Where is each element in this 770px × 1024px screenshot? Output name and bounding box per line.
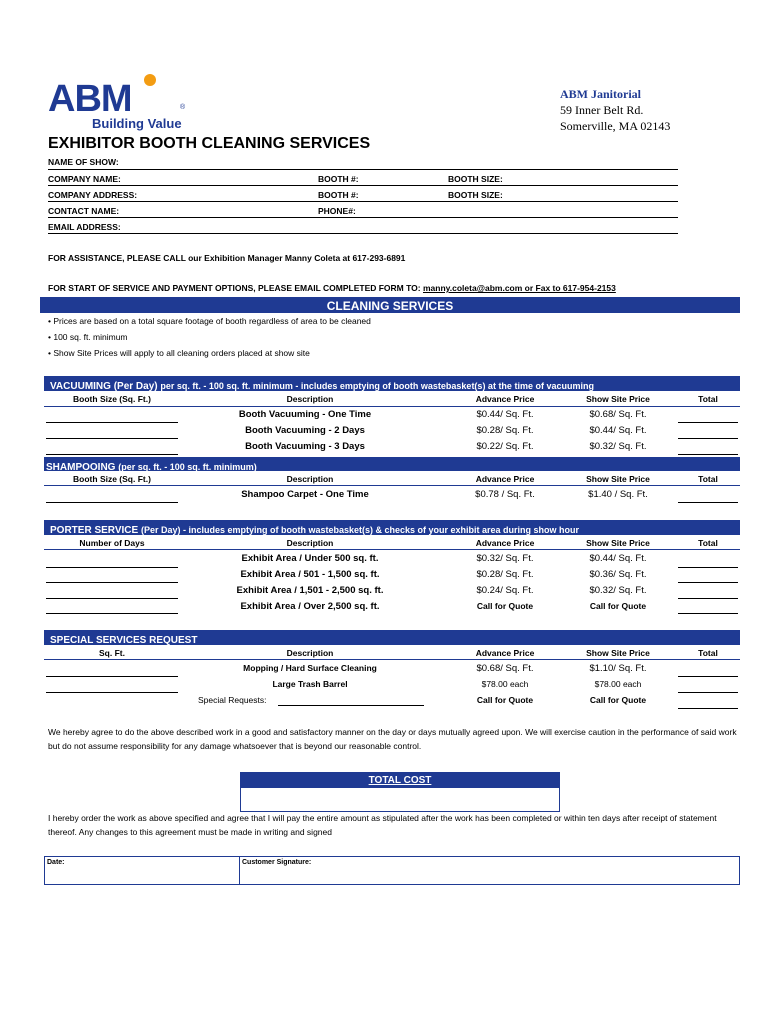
col-description: Description [286, 648, 334, 658]
assistance-text: FOR ASSISTANCE, PLEASE CALL our Exhibition Manager Manny Coleta at 617-293-6891 [48, 253, 406, 263]
total-input-line[interactable] [678, 708, 738, 709]
special-services-title: SPECIAL SERVICES REQUEST [50, 635, 198, 646]
col-description: Description [286, 474, 334, 484]
company-address-label: COMPANY ADDRESS: [48, 190, 138, 200]
special-services-header [44, 630, 740, 645]
col-sq-ft: Sq. Ft. [99, 648, 125, 658]
sqft-input-line[interactable] [46, 676, 178, 677]
shampooing-desc: Shampoo Carpet - One Time [241, 489, 369, 500]
total-input-line[interactable] [678, 692, 738, 693]
cleaning-services-header [40, 297, 740, 313]
divider [44, 659, 740, 660]
bullet-2: • 100 sq. ft. minimum [48, 332, 128, 342]
special-advance-price: $0.68/ Sq. Ft. [476, 663, 534, 674]
special-site-price: $78.00 each [594, 679, 642, 689]
vacuuming-desc: Booth Vacuuming - 3 Days [245, 441, 365, 452]
order-text: I hereby order the work as above specified and agree that I will pay the entire amount as stipulated after the work has been completed or within ten days after receipt of statement thereof. Any changes to this agreement must be made in writing and signed [48, 813, 717, 837]
sqft-input-line[interactable] [46, 692, 178, 693]
vacuuming-site-price: $0.68/ Sq. Ft. [589, 409, 647, 420]
porter-desc: Exhibit Area / Over 2,500 sq. ft. [240, 601, 380, 612]
vacuuming-advance-price: $0.22/ Sq. Ft. [476, 441, 534, 452]
booth-number-label: BOOTH #: [318, 174, 359, 184]
contact-name-label: CONTACT NAME: [48, 206, 120, 216]
logo-dot-icon [144, 74, 156, 86]
days-input-line[interactable] [46, 613, 178, 614]
address-line-1: 59 Inner Belt Rd. [560, 103, 644, 117]
page-title: EXHIBITOR BOOTH CLEANING SERVICES [48, 135, 371, 152]
divider [48, 185, 678, 186]
divider [48, 217, 678, 218]
col-show-site-price: Show Site Price [586, 474, 650, 484]
porter-site-price: $0.32/ Sq. Ft. [589, 585, 647, 596]
days-input-line[interactable] [46, 582, 178, 583]
total-input-line[interactable] [678, 676, 738, 677]
porter-advance-price: $0.28/ Sq. Ft. [476, 569, 534, 580]
porter-site-price: $0.36/ Sq. Ft. [589, 569, 647, 580]
col-total: Total [698, 394, 718, 404]
logo-wordmark: ABM [48, 78, 132, 120]
logo-tagline: Building Value [92, 116, 182, 131]
vacuuming-site-price: $0.32/ Sq. Ft. [589, 441, 647, 452]
bullet-3: • Show Site Prices will apply to all cleaning orders placed at show site [48, 348, 310, 358]
col-number-of-days: Number of Days [79, 538, 145, 548]
abm-logo [48, 72, 188, 132]
porter-title: PORTER SERVICE [50, 525, 141, 536]
shampooing-site-price: $1.40 / Sq. Ft. [588, 489, 648, 500]
vacuuming-desc: Booth Vacuuming - 2 Days [245, 425, 365, 436]
shampooing-advance-price: $0.78 / Sq. Ft. [475, 489, 535, 500]
col-show-site-price: Show Site Price [586, 648, 650, 658]
start-service-text [48, 283, 616, 293]
company-name: ABM Janitorial [560, 87, 641, 101]
phone-label: PHONE#: [318, 206, 356, 216]
vacuuming-header [44, 376, 740, 391]
shampooing-header [44, 457, 740, 471]
special-site-price: $1.10/ Sq. Ft. [589, 663, 647, 674]
divider [44, 406, 740, 407]
special-desc: Large Trash Barrel [272, 679, 348, 689]
total-input-line[interactable] [678, 502, 738, 503]
porter-desc: Exhibit Area / 1,501 - 2,500 sq. ft. [236, 585, 384, 596]
cleaning-services-title: CLEANING SERVICES [326, 299, 454, 313]
col-total: Total [698, 474, 718, 484]
porter-site-price: Call for Quote [589, 601, 647, 611]
name-of-show-label: NAME OF SHOW: [48, 157, 119, 167]
special-requests-input-line[interactable] [278, 705, 424, 706]
total-input-line[interactable] [678, 454, 738, 455]
registered-icon: ® [180, 104, 186, 111]
signature-label: Customer Signature: [242, 859, 312, 866]
company-address-block [560, 86, 670, 134]
start-service-label: FOR START OF SERVICE AND PAYMENT OPTIONS, PLEASE EMAIL COMPLETED FORM TO: [48, 283, 421, 293]
vacuuming-title: VACUUMING (Per Day) [50, 381, 161, 392]
porter-advance-price: $0.32/ Sq. Ft. [476, 553, 534, 564]
col-total: Total [698, 538, 718, 548]
porter-site-price: $0.44/ Sq. Ft. [589, 553, 647, 564]
start-service-contact: manny.coleta@abm.com or Fax to 617-954-2153 [423, 283, 616, 293]
booth-size-label: BOOTH SIZE: [448, 174, 503, 184]
days-input-line[interactable] [46, 598, 178, 599]
total-input-line[interactable] [678, 438, 738, 439]
booth-size-input-line[interactable] [46, 454, 178, 455]
booth-size-input-line[interactable] [46, 502, 178, 503]
col-show-site-price: Show Site Price [586, 538, 650, 548]
special-advance-price: $78.00 each [481, 679, 529, 689]
total-input-line[interactable] [678, 567, 738, 568]
col-show-site-price: Show Site Price [586, 394, 650, 404]
booth-number-label-2: BOOTH #: [318, 190, 359, 200]
col-total: Total [698, 648, 718, 658]
signature-field[interactable] [240, 857, 739, 884]
porter-header [44, 520, 740, 535]
col-advance-price: Advance Price [475, 538, 535, 548]
bullet-1: • Prices are based on a total square footage of booth regardless of area to be cleaned [48, 316, 371, 326]
booth-size-input-line[interactable] [46, 422, 178, 423]
email-address-label: EMAIL ADDRESS: [48, 222, 121, 232]
days-input-line[interactable] [46, 567, 178, 568]
divider [48, 169, 678, 170]
col-advance-price: Advance Price [475, 474, 535, 484]
total-cost-box[interactable] [240, 772, 560, 812]
signature-box [44, 856, 740, 885]
divider [48, 201, 678, 202]
porter-desc: Exhibit Area / 501 - 1,500 sq. ft. [240, 569, 380, 580]
booth-size-input-line[interactable] [46, 438, 178, 439]
total-input-line[interactable] [678, 598, 738, 599]
col-description: Description [286, 538, 334, 548]
col-advance-price: Advance Price [475, 648, 535, 658]
vacuuming-title-rest: per sq. ft. - 100 sq. ft. minimum - includes emptying of booth wastebasket(s) at the time of vacuuming [160, 381, 594, 391]
vacuuming-site-price: $0.44/ Sq. Ft. [589, 425, 647, 436]
date-label: Date: [47, 859, 65, 866]
porter-advance-price: $0.24/ Sq. Ft. [476, 585, 534, 596]
special-requests-site: Call for Quote [589, 695, 647, 705]
address-line-2: Somerville, MA 02143 [560, 119, 671, 133]
total-input-line[interactable] [678, 613, 738, 614]
shampooing-title-rest: (per sq. ft. - 100 sq. ft. minimum) [118, 462, 257, 472]
divider [44, 549, 740, 550]
shampooing-title: SHAMPOOING [46, 462, 119, 473]
date-field[interactable] [45, 857, 240, 884]
col-description: Description [286, 394, 334, 404]
booth-size-label-2: BOOTH SIZE: [448, 190, 503, 200]
vacuuming-desc: Booth Vacuuming - One Time [238, 409, 372, 420]
vacuuming-advance-price: $0.44/ Sq. Ft. [476, 409, 534, 420]
divider [44, 485, 740, 486]
porter-advance-price: Call for Quote [476, 601, 534, 611]
total-input-line[interactable] [678, 582, 738, 583]
agreement-text: We hereby agree to do the above described work in a good and satisfactory manner on the day or days mutually agreed upon. We will exercise caution in the performance of said work but do not assume responsibility for any damage whatsoever that is beyond our reasonable control. [48, 727, 737, 751]
company-name-label: COMPANY NAME: [48, 174, 121, 184]
special-requests-advance: Call for Quote [476, 695, 534, 705]
col-booth-size: Booth Size (Sq. Ft.) [73, 474, 151, 484]
porter-desc: Exhibit Area / Under 500 sq. ft. [241, 553, 379, 564]
special-requests-label: Special Requests: [198, 695, 267, 705]
porter-title-rest: (Per Day) - includes emptying of booth wastebasket(s) & checks of your exhibit area during show hour [140, 525, 580, 535]
vacuuming-advance-price: $0.28/ Sq. Ft. [476, 425, 534, 436]
total-input-line[interactable] [678, 422, 738, 423]
col-booth-size: Booth Size (Sq. Ft.) [73, 394, 151, 404]
divider [48, 233, 678, 234]
total-cost-header: TOTAL COST [241, 773, 559, 788]
special-desc: Mopping / Hard Surface Cleaning [243, 663, 377, 673]
col-advance-price: Advance Price [475, 394, 535, 404]
